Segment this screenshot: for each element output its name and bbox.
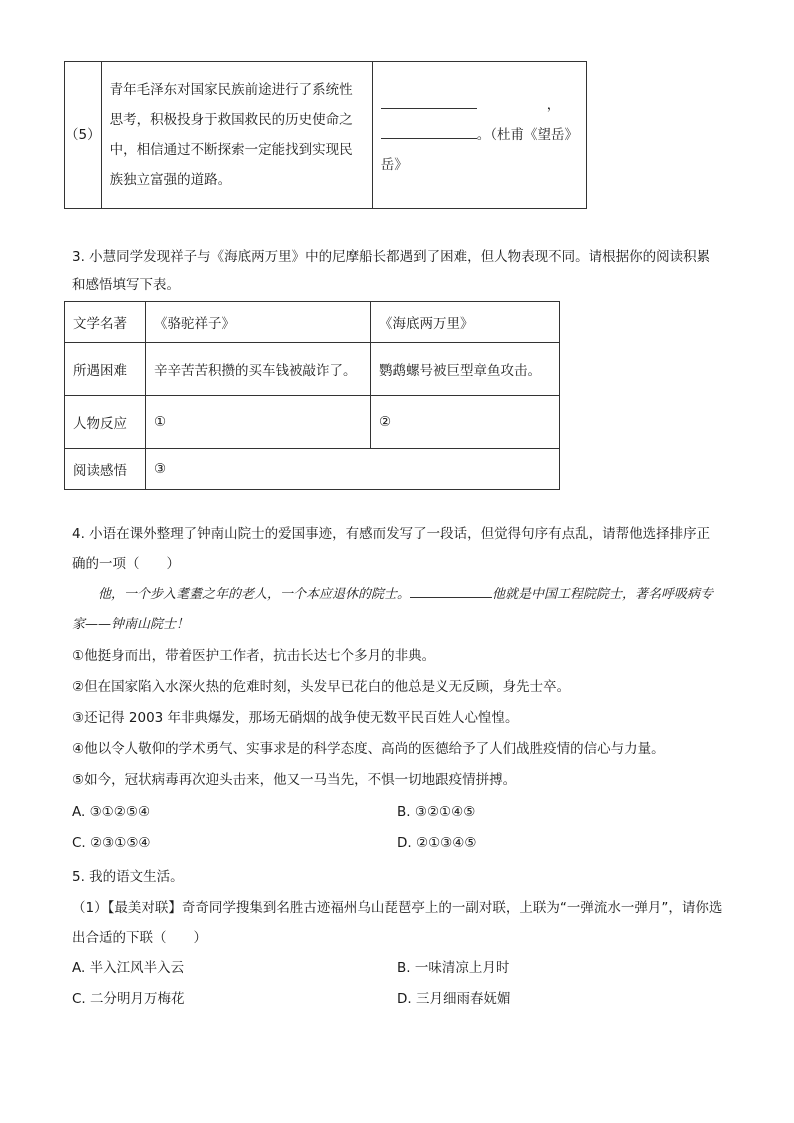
table-cell: 鹦鹉螺号被巨型章鱼攻击。 bbox=[371, 343, 560, 396]
sentence-item: ③还记得 2003 年非典爆发，那场无硝烟的战争使无数平民百姓人心惶惶。 bbox=[72, 710, 519, 726]
answer-blank-1[interactable] bbox=[381, 94, 477, 109]
question-5-title: 5. 我的语文生活。 bbox=[72, 869, 184, 885]
row-label: 阅读感悟 bbox=[65, 449, 146, 490]
poetry-table-row-5 bbox=[64, 61, 587, 209]
question-4-passage bbox=[72, 580, 722, 640]
row-label: 所遇困难 bbox=[65, 343, 146, 396]
option-a[interactable]: A. ③①②⑤④ bbox=[72, 804, 151, 820]
sentence-item: ④他以令人敬仰的学术勇气、实事求是的科学态度、高尚的医德给予了人们战胜疫情的信心与力量。 bbox=[72, 741, 665, 757]
answer-source: 。（杜甫《望岳》 bbox=[476, 127, 578, 143]
passage-before: 他，一个步入耄耋之年的老人，一个本应退休的院士。 bbox=[98, 587, 411, 602]
row-context-text: 青年毛泽东对国家民族前途进行了系统性思考，积极投身于救国救民的历史使命之中，相信通过不断探索一定能找到实现民族独立富强的道路。 bbox=[101, 62, 372, 209]
answer-blank-2[interactable] bbox=[381, 124, 477, 139]
row-label: 人物反应 bbox=[65, 396, 146, 449]
answer-slot-3[interactable]: ③ bbox=[146, 449, 560, 490]
passage-blank[interactable] bbox=[410, 584, 492, 598]
row-number: （5） bbox=[65, 62, 102, 209]
table-cell: 辛辛苦苦积攒的买车钱被敲诈了。 bbox=[146, 343, 371, 396]
answer-slot-1[interactable]: ① bbox=[146, 396, 371, 449]
header-cell: 文学名著 bbox=[65, 302, 146, 343]
option-c[interactable]: C. ②③①⑤④ bbox=[72, 835, 151, 851]
sentence-item: ⑤如今，冠状病毒再次迎头击来，他又一马当先，不惧一切地跟疫情拼搏。 bbox=[72, 772, 517, 788]
question-5-1-prompt: （1）【最美对联】奇奇同学搜集到名胜古迹福州乌山琵琶亭上的一副对联，上联为“一弹流水一弹月”，请你选出合适的下联（ ） bbox=[72, 900, 723, 946]
question-3-prompt: 3. 小慧同学发现祥子与《海底两万里》中的尼摩船长都遇到了困难，但人物表现不同。请根据你的阅读积累和感悟填写下表。 bbox=[72, 249, 711, 293]
sentence-item: ②但在国家陷入水深火热的危难时刻，头发早已花白的他总是义无反顾，身先士卒。 bbox=[72, 679, 571, 695]
question-4-prompt: 4. 小语在课外整理了钟南山院士的爱国事迹，有感而发写了一段话，但觉得句序有点乱，请帮他选择排序正确的一项（ ） bbox=[72, 526, 711, 572]
answer-slot-2[interactable]: ② bbox=[371, 396, 560, 449]
option-b[interactable]: B. 一味清凉上月时 bbox=[397, 960, 510, 976]
reading-comparison-table bbox=[64, 301, 560, 490]
passage-after: 他就是中国工程院院士，著名呼吸病专家——钟南山院士！ bbox=[72, 587, 714, 632]
header-cell: 《骆驼祥子》 bbox=[146, 302, 371, 343]
option-d[interactable]: D. 三月细雨春妩媚 bbox=[397, 991, 511, 1007]
header-cell: 《海底两万里》 bbox=[371, 302, 560, 343]
option-a[interactable]: A. 半入江风半入云 bbox=[72, 960, 185, 976]
option-d[interactable]: D. ②①③④⑤ bbox=[397, 835, 477, 851]
option-c[interactable]: C. 二分明月万梅花 bbox=[72, 991, 185, 1007]
option-b[interactable]: B. ③②①④⑤ bbox=[397, 804, 476, 820]
sentence-item: ①他挺身而出，带着医护工作者，抗击长达七个多月的非典。 bbox=[72, 648, 436, 664]
answer-cell: ， 。（杜甫《望岳》 岳》 bbox=[372, 62, 586, 209]
answer-comma: ， bbox=[546, 97, 561, 113]
